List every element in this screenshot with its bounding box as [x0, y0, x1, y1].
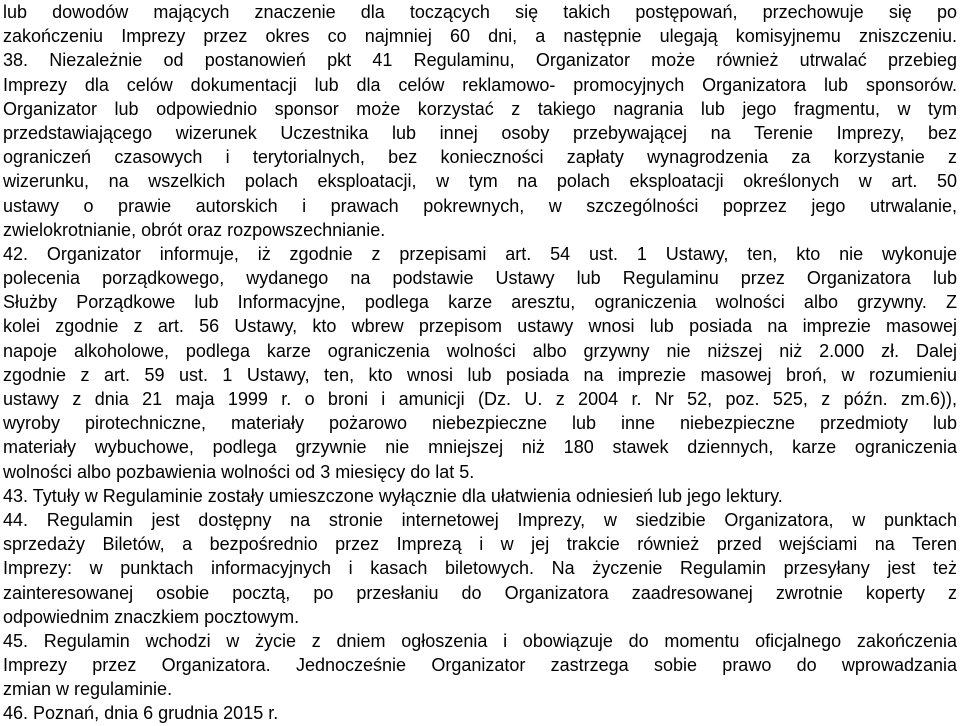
text-line: napoje alkoholowe, podlega karze ograniczenia wolności albo grzywny nie niższej niż 2.000 zł. Dalej — [3, 340, 957, 361]
text-line: Imprezy dla celów dokumentacji lub dla celów reklamowo- promocyjnych Organizatora lub sponsorów. — [3, 74, 957, 95]
text-line: 42. Organizator informuje, iż zgodnie z przepisami art. 54 ust. 1 Ustawy, ten, kto nie wykonuje — [3, 243, 957, 264]
text-line: 46. Poznań, dnia 6 grudnia 2015 r. — [3, 703, 279, 724]
text-line: przedstawiającego wizerunek Uczestnika lub innej osoby przebywającej na Terenie Imprezy, bez — [3, 122, 957, 143]
text-line: zainteresowanej osobie pocztą, po przesłaniu do Organizatora zaadresowanej zwrotnie koperty z — [3, 582, 957, 603]
text-line: ustawy z dnia 21 maja 1999 r. o broni i amunicji (Dz. U. z 2004 r. Nr 52, poz. 525, z późn. zm.6)), — [3, 389, 957, 409]
text-line: 43. Tytuły w Regulaminie zostały umieszczone wyłącznie dla ułatwienia odniesień lub jego lektury. — [3, 485, 783, 506]
text-line: Imprezy: w punktach informacyjnych i kasach biletowych. Na życzenie Regulamin przesyłany jest też — [3, 558, 957, 579]
text-line: sprzedaży Biletów, a bezpośrednio przez Imprezą i w jej trakcie również przed wejściami na Teren — [3, 534, 957, 555]
text-line: ograniczeń czasowych i terytorialnych, bez konieczności zapłaty wynagrodzenia za korzystanie z — [3, 147, 957, 168]
text-line: 45. Regulamin wchodzi w życie z dniem ogłoszenia i obowiązuje do momentu oficjalnego zakończenia — [3, 630, 957, 651]
text-line: odpowiednim znaczkiem pocztowym. — [3, 606, 300, 627]
text-line: wyroby pirotechniczne, materiały pożarowo niebezpieczne lub inne niebezpieczne przedmioty lub — [3, 413, 957, 434]
text-line: zmian w regulaminie. — [3, 679, 173, 700]
text-line: zwielokrotnianie, obrót oraz rozpowszechnianie. — [3, 219, 386, 240]
text-line: polecenia porządkowego, wydanego na podstawie Ustawy lub Regulaminu przez Organizatora lub — [3, 268, 957, 289]
text-line: wizerunku, na wszelkich polach eksploatacji, w tym na polach eksploatacji określonych w art. 50 — [3, 171, 957, 192]
text-line: kolei zgodnie z art. 56 Ustawy, kto wbrew przepisom ustawy wnosi lub posiada na imprezie masowej — [3, 316, 957, 337]
text-line: Służby Porządkowe lub Informacyjne, podlega karze aresztu, ograniczenia wolności albo grzywny. Z — [3, 292, 957, 313]
text-line: zakończeniu Imprezy przez okres co najmniej 60 dni, a następnie ulegają komisyjnemu zniszczeniu. — [3, 26, 957, 47]
text-line: wolności albo pozbawienia wolności od 3 miesięcy do lat 5. — [3, 461, 475, 482]
text-line: Imprezy przez Organizatora. Jednocześnie Organizator zastrzega sobie prawo do wprowadzania — [3, 655, 957, 676]
text-line: zgodnie z art. 59 ust. 1 Ustawy, ten, kto wnosi lub posiada na imprezie masowej broń, w rozumieniu — [3, 364, 957, 385]
text-line: lub dowodów mających znaczenie dla toczących się takich postępowań, przechowuje się po — [3, 2, 957, 22]
text-line: 44. Regulamin jest dostępny na stronie internetowej Imprezy, w siedzibie Organizatora, w punktach — [3, 509, 957, 530]
text-line: ustawy o prawie autorskich i prawach pokrewnych, w szczególności poprzez jego utrwalanie, — [3, 195, 957, 216]
text-line: 38. Niezależnie od postanowień pkt 41 Regulaminu, Organizator może również utrwalać przebieg — [3, 50, 957, 71]
text-line: Organizator lub odpowiednio sponsor może korzystać z takiego nagrania lub jego fragmentu, w tym — [3, 98, 957, 119]
text-line: materiały wybuchowe, podlega grzywnie nie mniejszej niż 180 stawek dziennych, karze ograniczenia — [3, 437, 957, 458]
